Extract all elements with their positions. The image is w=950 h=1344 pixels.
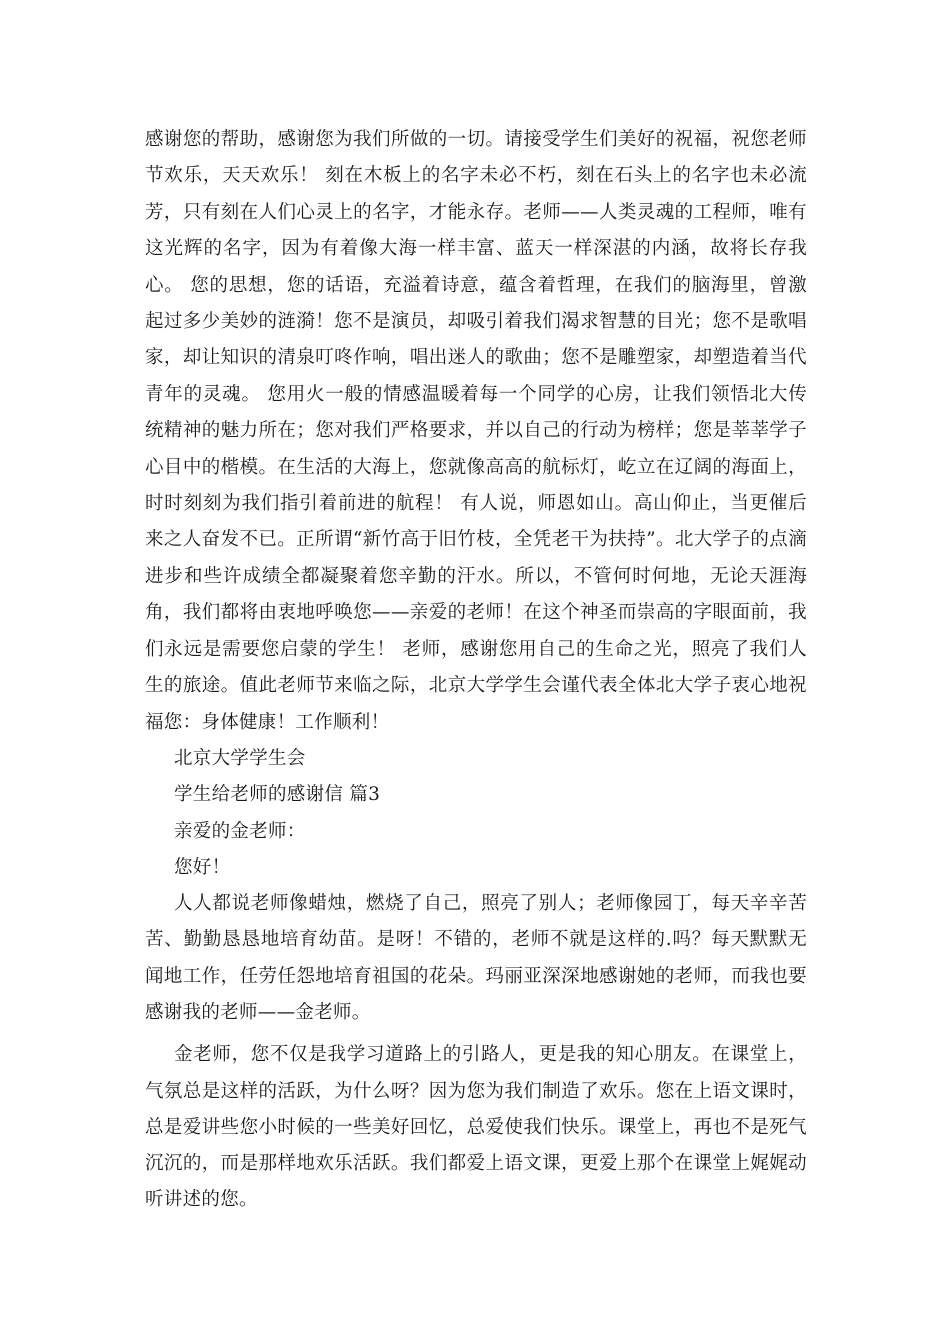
letter-greeting: 您好！ <box>174 856 231 878</box>
letter-salutation: 亲爱的金老师： <box>174 820 306 842</box>
document-page <box>145 122 807 1219</box>
letter-paragraph-1: 人人都说老师像蜡烛，燃烧了自己，照亮了别人；老师像园丁，每天辛辛苦苦、勤勤恳恳地培育幼苗。是呀！不错的，老师不就是这样的.吗？每天默默无闻地工作，任劳任怨地培育祖国的花朵。玛丽亚深深地感谢她的老师，而我也要感谢我的老师——金老师。 <box>145 893 807 1023</box>
section-heading: 学生给老师的感谢信 篇3 <box>174 784 381 806</box>
letter-paragraph-2: 金老师，您不仅是我学习道路上的引路人，更是我的知心朋友。在课堂上，气氛总是这样的活跃，为什么呀？因为您为我们制造了欢乐。您在上语文课时，总是爱讲些您小时候的一些美好回忆，总爱使我们快乐。课堂上，再也不是死气沉沉的，而是那样地欢乐活跃。我们都爱上语文课，更爱上那个在课堂上娓娓动听讲述的您。 <box>145 1044 807 1211</box>
letter-body-paragraph: 感谢您的帮助，感谢您为我们所做的一切。请接受学生们美好的祝福，祝您老师节欢乐，天天欢乐！ 刻在木板上的名字未必不朽，刻在石头上的名字也未必流芳，只有刻在人们心灵上的名字，才能永存。老师——人类灵魂的工程师，唯有这光辉的名字，因为有着像大海一样丰富、蓝天一样深湛的内涵，故将长存我心。 您的思想，您的话语，充溢着诗意，蕴含着哲理，在我们的脑海里，曾激起过多少美妙的涟漪！您不是演员，却吸引着我们渴求智慧的目光；您不是歌唱家，却让知识的清泉叮咚作响，唱出迷人的歌曲；您不是雕塑家，却塑造着当代青年的灵魂。 您用火一般的情感温暖着每一个同学的心房，让我们领悟北大传统精神的魅力所在；您对我们严格要求，并以自己的行动为榜样；您是莘莘学子心目中的楷模。在生活的大海上，您就像高高的航标灯，屹立在辽阔的海面上，时时刻刻为我们指引着前进的航程！ 有人说，师恩如山。高山仰止，当更催后来之人奋发不已。正所谓“新竹高于旧竹枝，全凭老干为扶持”。北大学子的点滴进步和些许成绩全都凝聚着您辛勤的汗水。所以，不管何时何地，无论天涯海角，我们都将由衷地呼唤您——亲爱的老师！在这个神圣而崇高的字眼面前，我们永远是需要您启蒙的学生！ 老师，感谢您用自己的生命之光，照亮了我们人生的旅途。值此老师节来临之际，北京大学学生会谨代表全体北大学子衷心地祝福您：身体健康！工作顺利！ <box>145 129 807 733</box>
letter-signature: 北京大学学生会 <box>174 747 306 769</box>
